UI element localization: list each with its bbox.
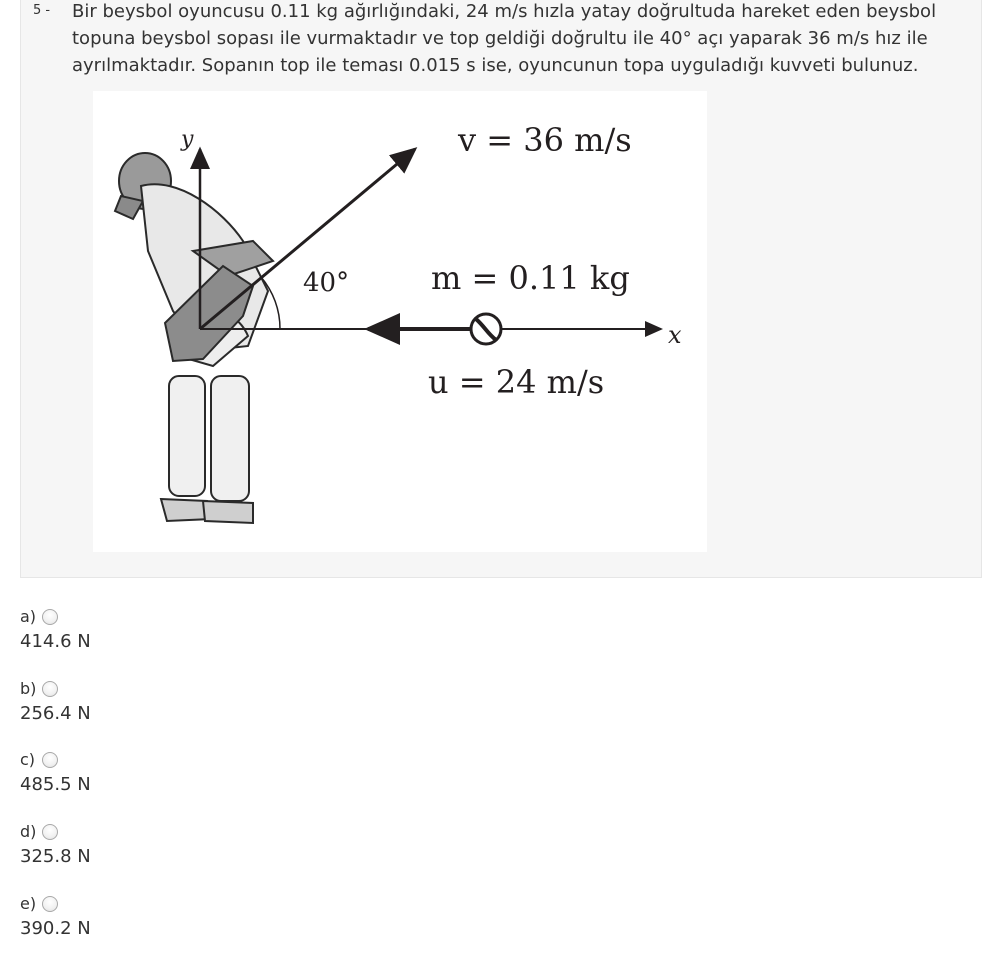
option-value: 414.6 N [20,631,91,652]
batter-illustration [115,153,273,523]
radio-button[interactable] [42,681,58,697]
option-a[interactable] [20,607,220,667]
radio-button[interactable] [42,609,58,625]
x-axis-label: x [668,321,682,349]
radio-button[interactable] [42,752,58,768]
option-e[interactable] [20,894,220,954]
option-letter: e) [20,894,37,913]
option-b[interactable] [20,679,220,739]
option-value: 256.4 N [20,703,91,724]
baseball [471,314,501,344]
option-letter: d) [20,822,37,841]
radio-button[interactable] [42,896,58,912]
v-label: v = 36 m/s [458,121,632,159]
option-letter: a) [20,607,37,626]
option-value: 325.8 N [20,846,91,867]
option-letter: c) [20,750,36,769]
y-axis-label: y [181,127,194,152]
u-label: u = 24 m/s [428,363,605,401]
option-value: 390.2 N [20,918,91,939]
mass-label: m = 0.11 kg [431,259,630,297]
option-letter: b) [20,679,37,698]
physics-figure [93,91,707,552]
option-d[interactable] [20,822,220,882]
radio-button[interactable] [42,824,58,840]
option-value: 485.5 N [20,774,91,795]
question-panel [20,0,982,578]
angle-label: 40° [303,268,350,298]
question-text: Bir beysbol oyuncusu 0.11 kg ağırlığındaki, 24 m/s hızla yatay doğrultuda hareket eden beysbol topuna beysbol sopası ile vurmaktadır ve top geldiği doğrultu ile 40° açı yaparak 36 m/s hız ile ayrılmaktadır. Sopanın top ile teması 0.015 s ise, oyuncunun topa uyguladığı kuvveti bulunuz. [72,1,937,76]
baseball-diagram [93,91,707,552]
question-number: 5 - [33,3,51,18]
option-c[interactable] [20,750,220,810]
